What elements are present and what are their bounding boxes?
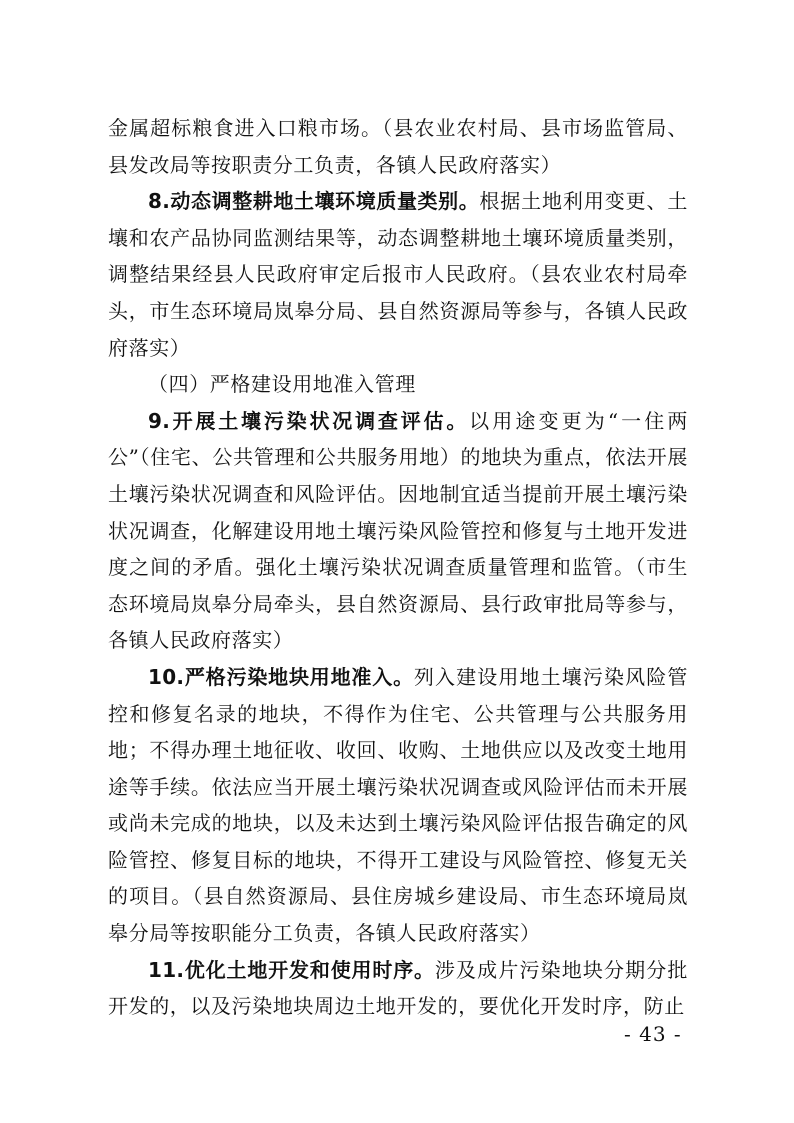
paragraph-4-text: 以用途变更为“一住两公”（住宅、公共管理和公共服务用地）的地块为重点，依法开展土壤污染状况调查和风险评估。因地制宜适当提前开展土壤污染状况调查，化解建设用地土壤污染风险管控和修复与土地开发进度之间的矛盾。强化土壤污染状况调查质量管理和监管。（市生态环境局岚皋分局牵头，县自然资源局、县行政审批局等参与，各镇人民政府落实） <box>108 408 688 653</box>
paragraph-4-lead: 9.开展土壤污染状况调查评估。 <box>148 408 470 433</box>
paragraph-5 <box>108 659 688 952</box>
paragraph-5-text: 列入建设用地土壤污染风险管控和修复名录的地块，不得作为住宅、公共管理与公共服务用地；不得办理土地征收、收回、收购、土地供应以及改变土地用途等手续。依法应当开展土壤污染状况调查或风险评估而未开展或尚未完成的地块，以及未达到土壤污染风险评估报告确定的风险管控、修复目标的地块，不得开工建设与风险管控、修复无关的项目。（县自然资源局、县住房城乡建设局、市生态环境局岚皋分局等按职能分工负责，各镇人民政府落实） <box>108 664 688 946</box>
paragraph-2-text: 根据土地利用变更、土壤和农产品协同监测结果等，动态调整耕地土壤环境质量类别，调整结果经县人民政府审定后报市人民政府。（县农业农村局牵头，市生态环境局岚皋分局、县自然资源局等参与，各镇人民政府落实） <box>108 189 688 360</box>
paragraph-2 <box>108 183 688 366</box>
paragraph-6-lead: 11.优化土地开发和使用时序。 <box>148 957 435 982</box>
paragraph-1-text: 金属超标粮食进入口粮市场。（县农业农村局、县市场监管局、县发改局等按职责分工负责，各镇人民政府落实） <box>108 116 688 177</box>
paragraph-4 <box>108 403 688 659</box>
paragraph-6 <box>108 952 688 1025</box>
section-heading-text: （四）严格建设用地准入管理 <box>148 372 416 397</box>
document-body <box>108 110 688 1025</box>
paragraph-1 <box>108 110 688 183</box>
paragraph-6-text: 涉及成片污染地块分期分批开发的，以及污染地块周边土地开发的，要优化开发时序，防止 <box>108 957 688 1019</box>
paragraph-5-lead: 10.严格污染地块用地准入。 <box>148 664 414 689</box>
section-heading <box>108 366 688 403</box>
page-number: - 43 - <box>624 1022 682 1046</box>
paragraph-2-lead: 8.动态调整耕地土壤环境质量类别。 <box>148 189 480 214</box>
